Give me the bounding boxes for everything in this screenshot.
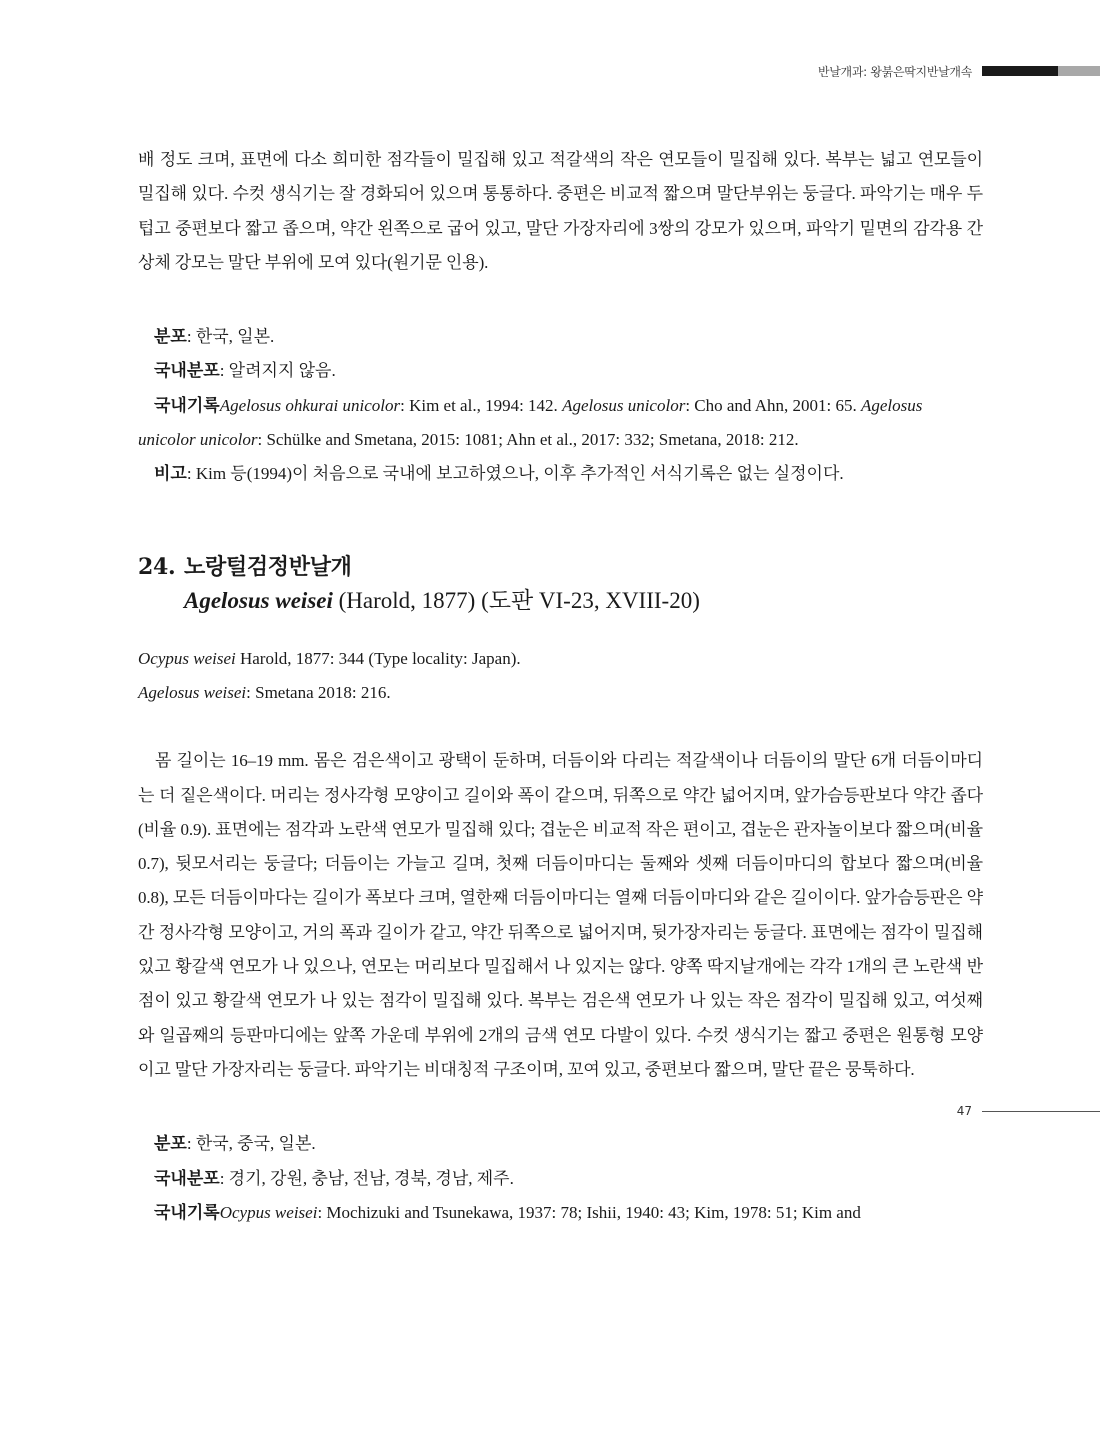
korean-distribution-line: [138, 1162, 983, 1196]
record-text-1: : Kim et al., 1994: 142.: [400, 395, 563, 415]
remarks-label: 비고: [154, 464, 187, 484]
record-name-2: Agelosus unicolor: [562, 395, 686, 415]
record-name: Ocypus weisei: [219, 1202, 318, 1222]
footer-rule: [982, 1111, 1100, 1112]
species-scientific-name: Agelosus weisei: [184, 587, 333, 613]
species-number: 24.: [138, 553, 176, 580]
species-plates: (도판 VI-23, XVIII-20): [481, 587, 700, 613]
prev-species-info: [138, 320, 983, 491]
korean-distribution-text: : 경기, 강원, 충남, 전남, 경북, 경남, 제주.: [219, 1168, 514, 1188]
page-number: 47: [956, 1104, 972, 1118]
species-korean-name: 노랑털검정반날개: [184, 553, 352, 580]
synonym-text: Harold, 1877: 344 (Type locality: Japan).: [235, 648, 521, 668]
remarks-line: [138, 457, 983, 491]
korean-distribution-text: : 알려지지 않음.: [219, 361, 336, 381]
synonym-line: [138, 676, 983, 710]
species-title-scientific: [138, 584, 983, 618]
distribution-label: 분포: [154, 327, 187, 347]
species-info: [138, 1127, 983, 1230]
korean-records-line: [138, 389, 983, 458]
synonym-text: : Smetana 2018: 216.: [246, 682, 391, 702]
korean-distribution-label: 국내분포: [154, 361, 220, 381]
korean-records-line: [138, 1196, 983, 1230]
synonym-name: Ocypus weisei: [138, 648, 236, 668]
synonym-name: Agelosus weisei: [138, 682, 247, 702]
remarks-text: : Kim 등(1994)이 처음으로 국내에 보고하였으나, 이후 추가적인 서식기록은 없는 실정이다.: [186, 464, 844, 484]
running-title: 반날개과: 왕붉은딱지반날개속: [817, 64, 972, 79]
species-heading: [138, 550, 983, 618]
page-body: [138, 143, 983, 1230]
record-text-2: : Cho and Ahn, 2001: 65.: [685, 395, 861, 415]
species-description: 몸 길이는 16–19 mm. 몸은 검은색이고 광택이 둔하며, 더듬이와 다리는 적갈색이나 더듬이의 말단 6개 더듬이마디는 더 짙은색이다. 머리는 정사각형 모양이고 길이와 폭이 같으며, 뒤쪽으로 약간 넓어지며, 앞가슴등판보다 약간 좁다(비율 0.9). 표면에는 점각과 노란색 연모가 밀집해 있다; 겹눈은 비교적 작은 편이고, 겹눈은 관자놀이보다 짧으며(비율 0.7), 뒷모서리는 둥글다; 더듬이는 가늘고 길며, 첫째 더듬이마디는 둘째와 셋째 더듬이마디의 합보다 짧으며(비율 0.8), 모든 더듬이마다는 길이가 폭보다 크며, 열한째 더듬이마디는 열째 더듬이마디와 같은 길이이다. 앞가슴등판은 약간 정사각형 모양이고, 거의 폭과 길이가 같고, 약간 뒤쪽으로 넓어지며, 뒷가장자리는 둥글다. 표면에는 점각이 밀집해 있고 황갈색 연모가 나 있으나, 연모는 머리보다 밀집해서 나 있지는 않다. 양쪽 딱지날개에는 각각 1개의 큰 노란색 반점이 있고 황갈색 연모가 나 있는 점각이 밀집해 있다. 복부는 검은색 연모가 나 있는 작은 점각이 밀집해 있고, 여섯째와 일곱째의 등판마디에는 앞쪽 가운데 부위에 2개의 금색 연모 다발이 있다. 수컷 생식기는 짧고 중편은 원통형 모양이고 말단 가장자리는 둥글다. 파악기는 비대칭적 구조이며, 꼬여 있고, 중편보다 짧으며, 말단 끝은 뭉툭하다.: [138, 751, 983, 1079]
synonym-list: [138, 642, 983, 711]
record-text: : Mochizuki and Tsunekawa, 1937: 78; Ishii, 1940: 43; Kim, 1978: 51; Kim and: [317, 1202, 861, 1222]
species-author: (Harold, 1877): [338, 587, 476, 613]
header-bar-dark: [982, 66, 1058, 76]
record-name-3: Agelosus unicolor unicolor: [138, 395, 923, 450]
distribution-label: 분포: [154, 1134, 187, 1154]
record-text-3: : Schülke and Smetana, 2015: 1081; Ahn et al., 2017: 332; Smetana, 2018: 212.: [257, 430, 799, 450]
korean-records-label: 국내기록: [154, 1202, 220, 1222]
synonym-line: [138, 642, 983, 676]
header-bar-gray: [1058, 66, 1100, 76]
distribution-text: : 한국, 중국, 일본.: [186, 1134, 316, 1154]
korean-distribution-label: 국내분포: [154, 1168, 220, 1188]
distribution-line: [138, 1127, 983, 1161]
species-title-korean: [138, 550, 983, 584]
record-name-1: Agelosus ohkurai unicolor: [219, 395, 401, 415]
distribution-line: [138, 320, 983, 354]
distribution-text: : 한국, 일본.: [186, 327, 275, 347]
page-footer: [957, 1104, 1100, 1118]
intro-paragraph: 배 정도 크며, 표면에 다소 희미한 점각들이 밀집해 있고 적갈색의 작은 연모들이 밀집해 있다. 복부는 넓고 연모들이 밀집해 있다. 수컷 생식기는 잘 경화되어 있으며 통통하다. 중편은 비교적 짧으며 말단부위는 둥글다. 파악기는 매우 두텁고 중편보다 짧고 좁으며, 약간 왼쪽으로 굽어 있고, 말단 가장자리에 3쌍의 강모가 있으며, 파악기 밑면의 감각용 간상체 강모는 말단 부위에 모여 있다(원기문 인용).: [138, 150, 983, 272]
korean-records-label: 국내기록: [154, 395, 220, 415]
korean-distribution-line: [138, 354, 983, 388]
running-header: [818, 63, 1100, 79]
